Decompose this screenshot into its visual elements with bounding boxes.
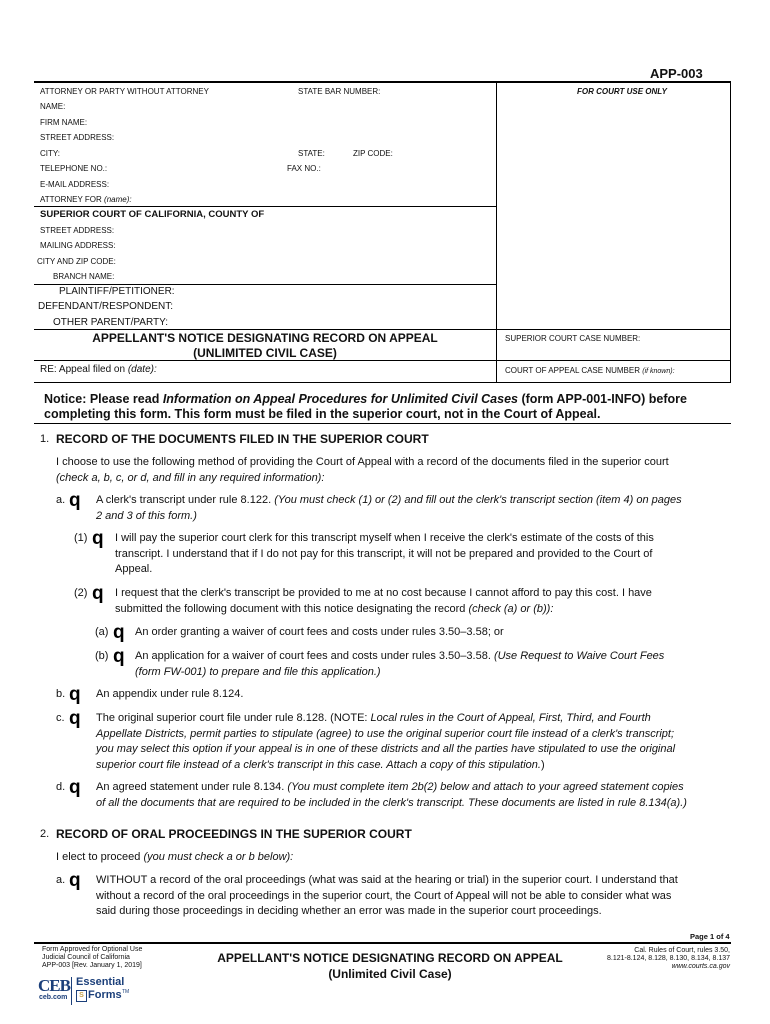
phone-label[interactable]: TELEPHONE NO.: bbox=[40, 164, 108, 173]
fax-label[interactable]: FAX NO.: bbox=[287, 164, 321, 173]
state-label[interactable]: STATE: bbox=[298, 149, 325, 158]
item-1a2b-text bbox=[135, 649, 735, 680]
email-label[interactable]: E-MAIL ADDRESS: bbox=[40, 180, 110, 189]
item-1d-line2: of all the documents that are required to be included in the clerk's transcript. These documents are listed in rule 8.134(a).) bbox=[96, 796, 687, 809]
attorney-label: ATTORNEY OR PARTY WITHOUT ATTORNEY bbox=[40, 87, 209, 96]
item-1a2-label: (2) bbox=[74, 587, 88, 599]
footer-approval-line1: Form Approved for Optional Use bbox=[42, 946, 143, 953]
item-1d-text bbox=[96, 780, 736, 811]
item-1a-label: a. bbox=[56, 494, 66, 506]
footer-rule bbox=[34, 942, 731, 944]
ceb-logo-domain: ceb.com bbox=[39, 994, 68, 1001]
section1-intro-line1: I choose to use the following method of providing the Court of Appeal with a record of the documents filed in the superior court bbox=[56, 456, 669, 468]
item-1c-line1 bbox=[96, 711, 736, 727]
court-use-label: FOR COURT USE ONLY bbox=[577, 87, 667, 96]
item-1a-main: A clerk's transcript under rule 8.122. bbox=[96, 494, 275, 506]
checkbox-1a2a[interactable]: q bbox=[113, 622, 125, 643]
bar-number-label: STATE BAR NUMBER: bbox=[298, 87, 381, 96]
forms-box-icon: S bbox=[76, 990, 87, 1002]
item-1a2-note: (check (a) or (b)): bbox=[468, 602, 554, 615]
item-1a-text bbox=[96, 493, 736, 524]
item-1a2b-line1 bbox=[135, 649, 735, 665]
essential-text: Essential bbox=[76, 976, 125, 988]
re-appeal-field[interactable] bbox=[40, 364, 157, 375]
form-title bbox=[34, 331, 496, 361]
footer-rules-line2: 8.121-8.124, 8.128, 8.130, 8.134, 8.137 bbox=[607, 955, 730, 962]
item-1d-line1 bbox=[96, 780, 736, 796]
item-1c-main: The original superior court file under rule 8.128. (NOTE: bbox=[96, 712, 371, 724]
forms-text: Forms bbox=[88, 989, 122, 1001]
item-1a2-text bbox=[115, 586, 735, 617]
footer-title bbox=[200, 950, 580, 982]
defendant-label[interactable]: DEFENDANT/RESPONDENT: bbox=[38, 301, 174, 312]
footer-title-line1: APPELLANT'S NOTICE DESIGNATING RECORD ON APPEAL bbox=[217, 951, 563, 965]
footer-site: www.courts.ca.gov bbox=[671, 963, 730, 970]
section1-heading: RECORD OF THE DOCUMENTS FILED IN THE SUPERIOR COURT bbox=[56, 432, 429, 446]
item-1a2b-line2: (form FW-001) to prepare and file this application.) bbox=[135, 665, 381, 678]
item-1b-text: An appendix under rule 8.124. bbox=[96, 688, 244, 700]
item-2a-line1: WITHOUT a record of the oral proceedings (what was said at the hearing or trial) in the superior court. I understand that bbox=[96, 874, 678, 886]
street-label[interactable]: STREET ADDRESS: bbox=[40, 133, 115, 142]
item-1a1-label: (1) bbox=[74, 532, 88, 544]
item-1c-note1: Local rules in the Court of Appeal, First, Third, and Fourth bbox=[370, 712, 651, 724]
other-party-label[interactable]: OTHER PARENT/PARTY: bbox=[53, 317, 169, 328]
item-1a2a-label: (a) bbox=[95, 626, 109, 638]
item-1c-text bbox=[96, 711, 736, 773]
section2-number: 2. bbox=[40, 828, 50, 840]
notice bbox=[44, 392, 734, 422]
section1-intro-line2: (check a, b, c, or d, and fill in any required information): bbox=[56, 471, 325, 484]
header-divider-vertical bbox=[496, 81, 497, 383]
item-1a2-line2 bbox=[115, 602, 735, 618]
notice-form-ref: (form APP-001-INFO) before bbox=[517, 392, 687, 406]
item-2a-label: a. bbox=[56, 874, 66, 886]
header-right-rule bbox=[730, 81, 731, 383]
footer-rules bbox=[560, 947, 730, 971]
title-top-rule bbox=[34, 329, 731, 330]
section2-intro-main: I elect to proceed bbox=[56, 851, 144, 863]
superior-case-number-label[interactable]: SUPERIOR COURT CASE NUMBER: bbox=[505, 334, 641, 343]
notice-info-title: Information on Appeal Procedures for Unlimited Civil Cases bbox=[162, 392, 518, 406]
ceb-logo-text: CEB bbox=[38, 976, 70, 995]
appeal-case-number-label: COURT OF APPEAL CASE NUMBER bbox=[505, 366, 640, 375]
checkbox-1c[interactable]: q bbox=[69, 708, 81, 729]
appeal-case-number-hint: (if known): bbox=[642, 368, 675, 375]
ceb-logo-divider bbox=[71, 977, 72, 1005]
section2-intro-note: (you must check a or b below): bbox=[143, 851, 294, 863]
attorney-for-field[interactable] bbox=[40, 195, 132, 204]
item-1c-line2: Appellate Districts, permit parties to stipulate (agree) to use the original superior court file instead of a clerk's transcript; bbox=[96, 727, 675, 740]
checkbox-1a1[interactable]: q bbox=[92, 528, 104, 549]
item-1a2-line1: I request that the clerk's transcript be provided to me at no cost because I cannot afford to pay this cost. I have bbox=[115, 587, 652, 599]
notice-line2: completing this form. This form must be filed in the superior court, not in the Court of Appeal. bbox=[44, 407, 601, 421]
trademark-mark: TM bbox=[122, 989, 130, 995]
checkbox-1b[interactable]: q bbox=[69, 684, 81, 705]
attorney-court-divider bbox=[34, 206, 497, 207]
item-1b-label: b. bbox=[56, 688, 66, 700]
item-1a2b-main: An application for a waiver of court fees and costs under rules 3.50–3.58. bbox=[135, 650, 494, 662]
section1-intro bbox=[56, 455, 736, 486]
court-title: SUPERIOR COURT OF CALIFORNIA, COUNTY OF bbox=[40, 209, 265, 220]
appeal-case-number-field[interactable] bbox=[505, 366, 675, 375]
plaintiff-label[interactable]: PLAINTIFF/PETITIONER: bbox=[59, 286, 175, 297]
page-number: Page 1 of 4 bbox=[690, 932, 730, 941]
firm-label[interactable]: FIRM NAME: bbox=[40, 118, 88, 127]
court-mailing-label[interactable]: MAILING ADDRESS: bbox=[40, 241, 116, 250]
item-1a2b-note: (Use Request to Waive Court Fees bbox=[493, 650, 665, 662]
item-1a2-main: submitted the following document with this notice designating the record bbox=[115, 602, 469, 615]
form-id: APP-003 bbox=[650, 66, 703, 81]
item-2a-line3: said during those proceedings in deciding whether an error was made in the superior court proceedings. bbox=[96, 905, 602, 917]
item-1c-line4 bbox=[96, 758, 736, 774]
court-city-zip-label[interactable]: CITY AND ZIP CODE: bbox=[37, 257, 116, 266]
header-top-rule bbox=[34, 81, 731, 83]
footer-approval bbox=[42, 946, 142, 970]
checkbox-1a2[interactable]: q bbox=[92, 583, 104, 604]
item-1c-note4: superior court file instead of a clerk's transcript in this case. Attach a copy of this stipulation. bbox=[96, 758, 541, 771]
item-2a-text bbox=[96, 873, 736, 920]
checkbox-1a2b[interactable]: q bbox=[113, 646, 125, 667]
form-title-line1: APPELLANT'S NOTICE DESIGNATING RECORD ON APPEAL bbox=[92, 331, 438, 345]
item-1a1-line1: I will pay the superior court clerk for this transcript myself when I receive the clerk's estimate of the costs of this bbox=[115, 532, 654, 544]
notice-rule bbox=[34, 423, 731, 424]
checkbox-2a[interactable]: q bbox=[69, 870, 81, 891]
attorney-for-label: ATTORNEY FOR bbox=[40, 195, 102, 204]
notice-line1 bbox=[44, 392, 734, 407]
re-appeal-label: RE: Appeal filed on bbox=[40, 364, 126, 375]
item-1a1-text bbox=[115, 531, 735, 578]
footer-rules-line1: Cal. Rules of Court, rules 3.50, bbox=[634, 947, 730, 954]
item-1a-line2: 2 and 3 of this form.) bbox=[96, 509, 197, 522]
checkbox-1d[interactable]: q bbox=[69, 777, 81, 798]
item-1d-label: d. bbox=[56, 781, 66, 793]
item-1a-note: (You must check (1) or (2) and fill out the clerk's transcript section (item 4) on pages bbox=[274, 494, 682, 506]
item-1d-main: An agreed statement under rule 8.134. bbox=[96, 781, 288, 793]
section1-number: 1. bbox=[40, 433, 50, 445]
item-1c-line3: you may select this option if your appeal is in one of these districts and all the parties have stipulated to use the original bbox=[96, 743, 676, 755]
court-branch-label[interactable]: BRANCH NAME: bbox=[53, 272, 115, 281]
name-label[interactable]: NAME: bbox=[40, 102, 66, 111]
notice-lead: Notice: Please read bbox=[44, 392, 163, 406]
item-1a-line1 bbox=[96, 493, 736, 509]
footer-approval-line2: Judicial Council of California bbox=[42, 954, 130, 961]
item-1a2b-label: (b) bbox=[95, 650, 109, 662]
section2-intro bbox=[56, 850, 293, 866]
court-parties-divider bbox=[34, 284, 497, 285]
attorney-for-hint: (name): bbox=[104, 195, 132, 204]
item-1c-label: c. bbox=[56, 712, 65, 724]
item-1a1-line2: transcript. I understand that if I do not pay for this transcript, it will not be prepared and provided to the Court of bbox=[115, 547, 653, 560]
city-label[interactable]: CITY: bbox=[40, 149, 61, 158]
zip-label[interactable]: ZIP CODE: bbox=[353, 149, 393, 158]
item-1d-note: (You must complete item 2b(2) below and attach to your agreed statement copies bbox=[287, 781, 684, 793]
court-street-label[interactable]: STREET ADDRESS: bbox=[40, 226, 115, 235]
checkbox-1a[interactable]: q bbox=[69, 490, 81, 511]
ceb-logo bbox=[38, 976, 158, 1012]
item-1a1-line3: Appeal. bbox=[115, 563, 153, 575]
footer-approval-line3: APP-003 [Rev. January 1, 2019] bbox=[42, 962, 142, 969]
item-1c-end: ) bbox=[540, 758, 545, 771]
re-appeal-hint: (date): bbox=[127, 364, 157, 375]
item-1a2a-text: An order granting a waiver of court fees and costs under rules 3.50–3.58; or bbox=[135, 626, 504, 638]
form-title-line2: (UNLIMITED CIVIL CASE) bbox=[193, 346, 337, 360]
item-2a-line2: without a record of the oral proceedings in the superior court, the Court of Appeal will not be able to consider what was bbox=[96, 889, 672, 902]
section2-heading: RECORD OF ORAL PROCEEDINGS IN THE SUPERIOR COURT bbox=[56, 827, 412, 841]
footer-title-line2: (Unlimited Civil Case) bbox=[328, 967, 452, 981]
header-bottom-rule bbox=[34, 382, 731, 383]
